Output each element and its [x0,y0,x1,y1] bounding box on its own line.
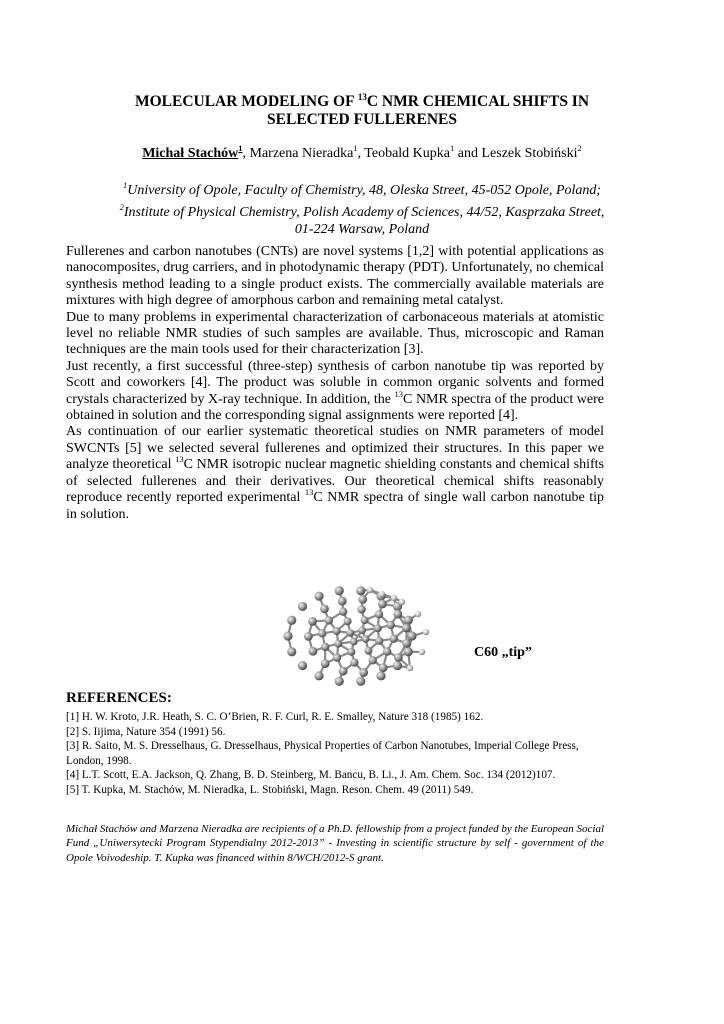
carbon-atom [350,658,358,666]
title-line-1: MOLECULAR MODELING OF $^{13}$C NMR CHEMICAL SHIFTS IN [134,92,590,110]
carbon-atom [298,661,307,670]
carbon-atom [347,629,355,637]
carbon-atom [338,597,347,606]
abstract-body [66,244,604,523]
carbon-atom [390,634,398,642]
carbon-atom [325,616,333,624]
affiliation-1: $^1$University of Opole, Faculty of Chemistry, 48, Oleska Street, 45-052 Opole, Poland; [122,180,602,198]
carbon-atom [375,637,383,645]
carbon-atom [308,617,317,626]
carbon-atom [404,616,413,625]
carbon-atom [350,638,358,646]
reference-item: [2] S. Iijima, Nature 354 (1991) 56. [66,725,226,738]
carbon-atom [402,639,411,648]
carbon-atom [339,667,348,676]
hydrogen-atom [407,665,413,671]
fullerene-tip-image [270,580,450,690]
carbon-atom [314,671,323,680]
carbon-atom [404,647,413,656]
paragraph-1: Fullerenes and carbon nanotubes (CNTs) are novel systems [1,2] with potential applications as nanocomposites, drug carriers, and in photodynamic therapy (PDT). Unfortunately, no chemical synthesis method leading to a single product exists. The commercially available materials are mixtures with high degree of amorphous carbon and remaining metal catalyst. [66,244,604,309]
carbon-atom [339,607,347,615]
carbon-atom [287,647,296,656]
carbon-atom [364,647,372,655]
hydrogen-atom [399,599,405,605]
references-list [66,710,604,798]
hydrogen-atom [391,595,397,601]
carbon-atom [314,592,323,601]
carbon-atom [358,595,367,604]
carbon-atom [333,627,341,635]
carbon-atom [347,648,355,656]
carbon-atom [374,624,382,632]
hydrogen-atom [379,591,385,597]
carbon-atom [308,647,317,656]
carbon-atom [379,663,388,672]
carbon-atom [369,656,377,664]
carbon-atom [356,677,365,686]
carbon-atom [394,653,403,662]
paragraph-3: Just recently, a first successful (three-step) synthesis of carbon nanotube tip was reported by Scott and coworkers [4]. The product was soluble in common organic solvents and formed crystals characterized by X-ray technique. In addition, the $^{13}$C NMR spectra of the product were obtained in solution and the corresponding signal assignments were reported [4]. [66,358,604,424]
affiliation-2-cont: 01-224 Warsaw, Poland [294,222,430,237]
paragraph-2: Due to many problems in experimental characterization of carbonaceous materials at atomistic level no reliable NMR studies of such samples are available. Thus, microscopic and Raman techniques are the main tools used for their characterization [3]. [66,309,604,358]
carbon-atom [283,631,292,640]
paper-title [66,88,658,129]
carbon-atom [320,604,329,613]
carbon-atom [361,616,369,624]
carbon-atom [335,677,344,686]
carbon-atom [287,616,296,625]
carbon-atom [378,600,387,609]
carbon-atom [407,631,416,640]
carbon-atom [344,617,352,625]
carbon-atom [376,671,385,680]
references-heading: REFERENCES: [66,690,172,706]
carbon-atom [359,668,368,677]
reference-item: [5] T. Kupka, M. Stachów, M. Nieradka, L. Stobiński, Magn. Reson. Chem. 49 (2011) 549. [66,783,474,796]
carbon-atom [375,610,383,618]
carbon-atom [334,640,342,648]
presenting-author: Michał Stachów [142,146,239,161]
carbon-atom [356,586,365,595]
affiliation-2: $^2$Institute of Physical Chemistry, Polish Academy of Sciences, 44/52, Kasprzaka Street, [119,202,605,220]
paragraph-4: As continuation of our earlier systematic theoretical studies on NMR parameters of model SWCNTs [5] we selected several fullerenes and optimized their structures. In this paper we analyze theoretical $^{13}$C NMR isotropic nuclear magnetic shielding constants and chemical shifts of selected fullerenes and their derivatives. Our theoretical chemical shifts reasonably reproduce recently reported experimental $^{13}$C NMR spectra of single wall carbon nanotube tip in solution. [66,424,604,522]
carbon-atom [321,659,330,668]
carbon-atom [402,624,411,633]
molecule-figure [270,580,450,690]
carbon-atom [318,629,326,637]
carbon-atom [393,661,402,670]
author-list: Michał Stachów$^1$, Marzena Nieradka$^1$, Teobald Kupka$^1$ and Leszek Stobiński$^2$ [142,143,582,161]
reference-item: [3] R. Saito, M. S. Dresselhaus, G. Dresselhaus, Physical Properties of Carbon Nanotubes, Imperial College Press, London, 1998. [66,740,579,767]
reference-item: [4] L.T. Scott, E.A. Jackson, Q. Zhang, B. D. Steinberg, M. Bancu, B. Li., J. Am. Chem. Soc. 134 (2012)107. [66,769,556,782]
carbon-atom [298,602,307,611]
hydrogen-atom [415,611,421,617]
carbon-atom [358,627,366,635]
reference-item: [1] H. W. Kroto, J.R. Heath, S. C. O’Brien, R. F. Curl, R. E. Smalley, Nature 318 (1985) 162. [66,711,484,723]
carbon-atom [393,610,402,619]
carbon-atom [335,586,344,595]
hydrogen-atom [419,649,425,655]
acknowledgement: Michał Stachów and Marzena Nieradka are recipients of a Ph.D. fellowship from a project funded by the European Social Fund „Uniwersytecki Program Stypendialny 2012-2013” - Investing in scientific structure by self - government of the Opole Voivodeship. T. Kupka was financed within 8/WCH/2012-S grant. [66,823,604,864]
carbon-atom [333,653,341,661]
title-line-2: SELECTED FULLERENES [267,111,457,128]
carbon-atom [357,605,365,613]
hydrogen-atom [367,587,373,593]
carbon-atom [304,632,313,641]
carbon-atom [321,643,329,651]
carbon-atom [362,635,370,643]
affiliations [66,177,658,238]
hydrogen-atom [423,629,429,635]
carbon-atom [383,647,391,655]
carbon-atom [387,621,395,629]
figure-caption: C60 „tip” [474,645,532,660]
